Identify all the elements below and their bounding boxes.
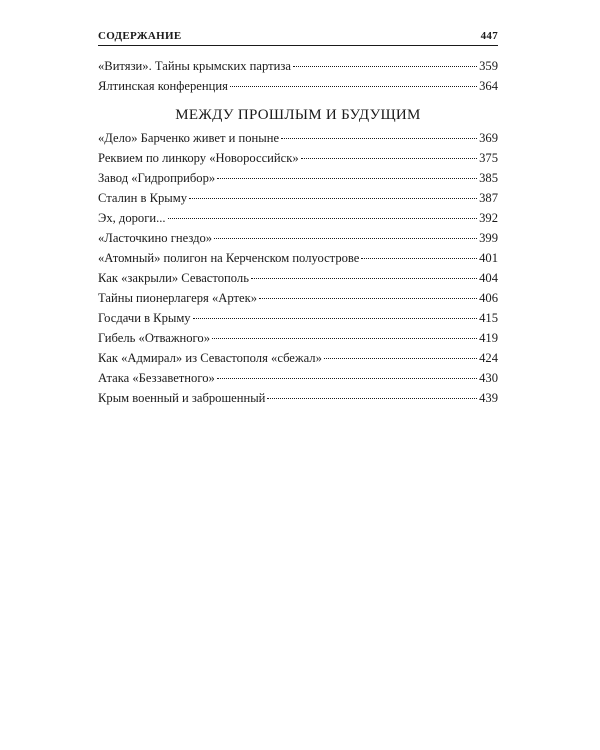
toc-entry-page: 359 [479, 59, 498, 73]
toc-leader-dots [217, 378, 477, 379]
toc-leader-dots [324, 358, 477, 359]
toc-entry-page: 424 [479, 351, 498, 365]
toc-entry-title: Эх, дороги... [98, 211, 166, 225]
toc-leader-dots [259, 298, 477, 299]
toc-entry-page: 415 [479, 311, 498, 325]
book-page [98, 30, 498, 408]
running-header-page-number: 447 [480, 30, 498, 42]
toc-entry-page: 439 [479, 391, 498, 405]
toc-entry-title: Как «Адмирал» из Севастополя «сбежал» [98, 351, 322, 365]
toc-entry [98, 288, 498, 308]
toc-entry-title: Реквием по линкору «Новороссийск» [98, 151, 299, 165]
toc-entry [98, 148, 498, 168]
toc-entry [98, 368, 498, 388]
toc-leader-dots [217, 178, 477, 179]
toc-entry [98, 76, 498, 96]
toc-entry-title: «Атомный» полигон на Керченском полуострове [98, 251, 360, 265]
toc-entry-title: Тайны пионерлагеря «Артек» [98, 291, 258, 305]
toc-list-section [98, 128, 498, 408]
toc-entry-page: 404 [479, 271, 498, 285]
toc-entry-page: 375 [479, 151, 498, 165]
toc-leader-dots [267, 398, 477, 399]
toc-entry-title: Ялтинская конференция [98, 79, 228, 93]
toc-leader-dots [189, 198, 477, 199]
toc-entry-title: Крым военный и заброшенный [98, 391, 266, 405]
toc-entry-title: Гибель «Отважного» [98, 331, 210, 345]
toc-entry [98, 308, 498, 328]
toc-entry-page: 369 [479, 131, 498, 145]
toc-entry-title: Сталин в Крыму [98, 191, 188, 205]
toc-entry [98, 208, 498, 228]
toc-entry-page: 399 [479, 231, 498, 245]
toc-entry [98, 168, 498, 188]
toc-entry-title: «Ласточкино гнездо» [98, 231, 213, 245]
toc-leader-dots [361, 258, 477, 259]
toc-entry [98, 128, 498, 148]
toc-entry [98, 228, 498, 248]
toc-entry-page: 419 [479, 331, 498, 345]
toc-leader-dots [301, 158, 477, 159]
toc-entry-page: 392 [479, 211, 498, 225]
toc-entry-page: 401 [479, 251, 498, 265]
toc-entry-page: 387 [479, 191, 498, 205]
toc-entry-page: 385 [479, 171, 498, 185]
toc-entry [98, 248, 498, 268]
toc-leader-dots [281, 138, 477, 139]
toc-entry [98, 56, 498, 76]
toc-entry-page: 430 [479, 371, 498, 385]
toc-entry-title: Завод «Гидроприбор» [98, 171, 216, 185]
running-header-title: СОДЕРЖАНИЕ [98, 30, 182, 42]
toc-entry [98, 328, 498, 348]
toc-entry [98, 188, 498, 208]
toc-leader-dots [251, 278, 477, 279]
toc-entry [98, 348, 498, 368]
toc-entry [98, 388, 498, 408]
toc-leader-dots [193, 318, 478, 319]
toc-list-before [98, 56, 498, 96]
section-heading: МЕЖДУ ПРОШЛЫМ И БУДУЩИМ [175, 107, 421, 123]
toc-entry [98, 268, 498, 288]
toc-leader-dots [212, 338, 477, 339]
toc-entry-title: «Дело» Барченко живет и поныне [98, 131, 280, 145]
toc-entry-page: 406 [479, 291, 498, 305]
toc-leader-dots [214, 238, 477, 239]
toc-entry-page: 364 [479, 79, 498, 93]
running-header [98, 30, 498, 46]
toc-entry-title: «Витязи». Тайны крымских партиза [98, 59, 291, 73]
toc-leader-dots [168, 218, 478, 219]
toc-entry-title: Госдачи в Крыму [98, 311, 191, 325]
toc-entry-title: Как «закрыли» Севастополь [98, 271, 249, 285]
toc-entry-title: Атака «Беззаветного» [98, 371, 215, 385]
toc-leader-dots [293, 66, 477, 67]
toc-leader-dots [230, 86, 477, 87]
